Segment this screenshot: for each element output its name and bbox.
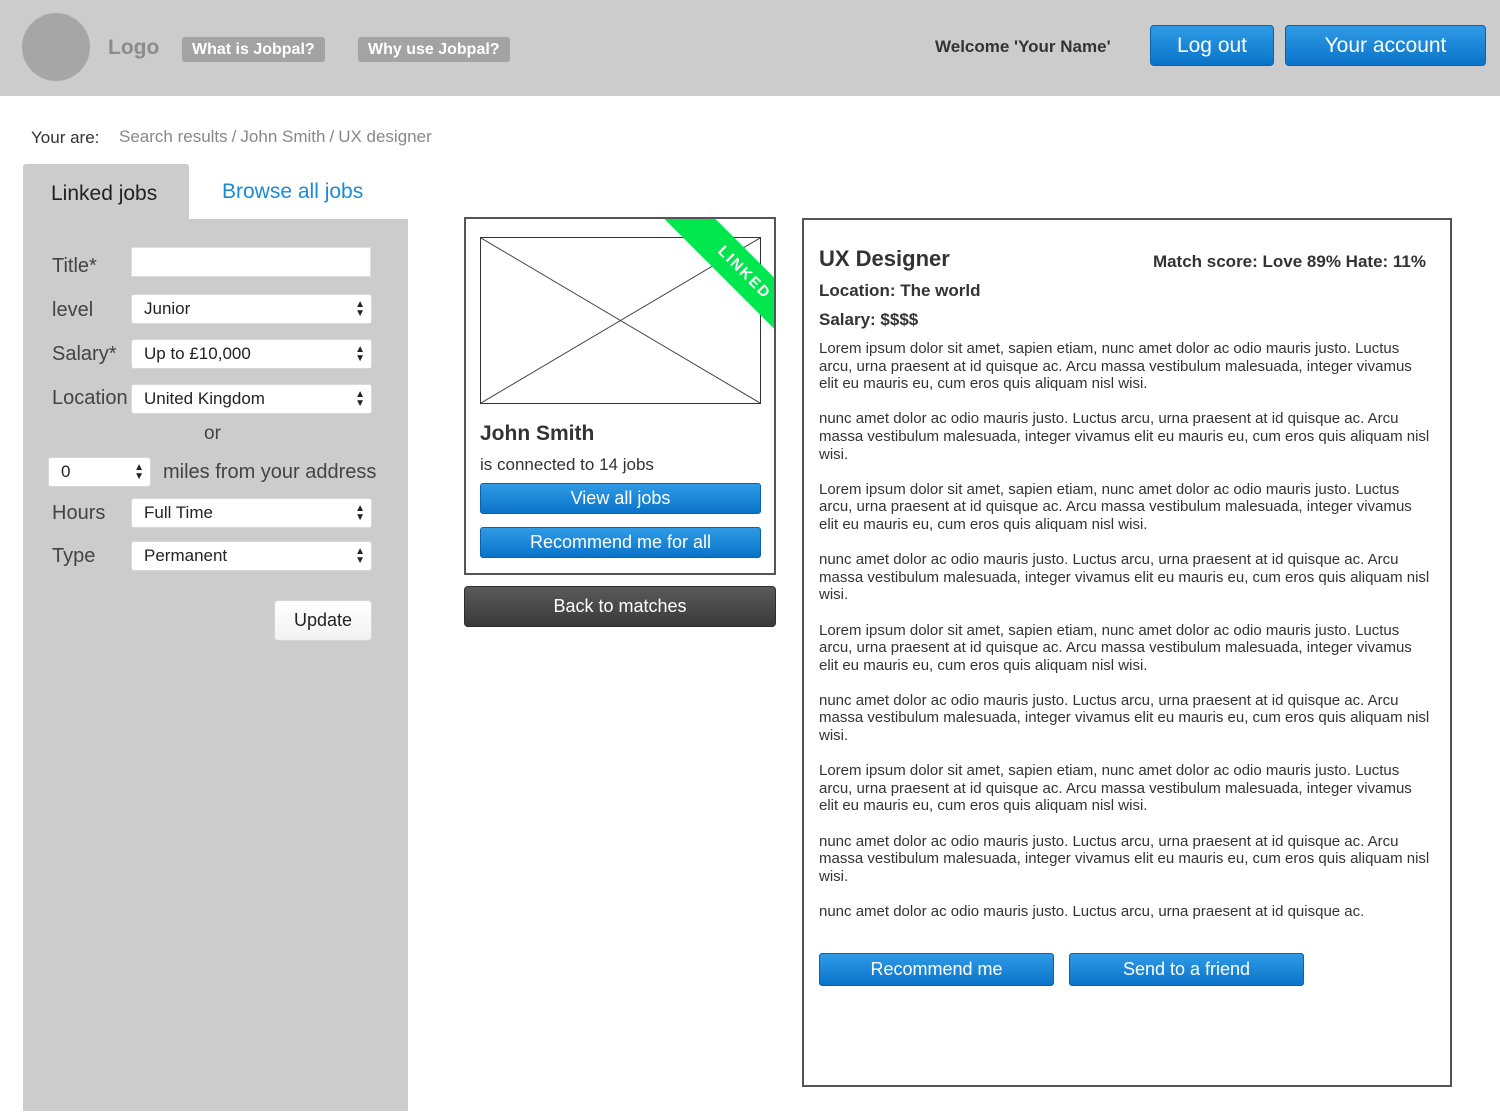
linked-ribbon (626, 217, 776, 371)
job-description (819, 340, 1434, 938)
linked-ribbon-label: LINKED (653, 217, 776, 364)
profile-connection-count: is connected to 14 jobs (480, 455, 654, 474)
site-logo[interactable]: Logo (108, 36, 160, 59)
job-description-paragraph: nunc amet dolor ac odio mauris justo. Luctus arcu, urna praesent at id quisque ac. Arcu massa vestibulum malesuada, integer vivamus elit eu mauris eu, cum eros quis aliquam nisl wisi. (819, 410, 1430, 463)
update-button[interactable]: Update (274, 600, 372, 641)
location-label: Location (52, 387, 128, 409)
job-description-paragraph: Lorem ipsum dolor sit amet, sapien etiam, nunc amet dolor ac odio mauris justo. Luctus arcu, urna praesent at id quisque ac. Arcu massa vestibulum malesuada, integer vivamus elit eu mauris eu, cum eros quis aliquam nisl wisi. (819, 621, 1412, 674)
top-header (0, 0, 1500, 96)
type-select[interactable] (131, 541, 372, 571)
breadcrumb-ux-designer: UX designer (338, 127, 432, 146)
miles-label: miles from your address (163, 461, 377, 483)
job-description-paragraph: Lorem ipsum dolor sit amet, sapien etiam, nunc amet dolor ac odio mauris justo. Luctus arcu, urna praesent at id quisque ac. Arcu massa vestibulum malesuada, integer vivamus elit eu mauris eu, cum eros quis aliquam nisl wisi. (819, 340, 1412, 393)
job-salary: Salary: $$$$ (819, 310, 919, 329)
select-arrows-icon: ▲ ▼ (355, 503, 365, 523)
job-description-paragraph: nunc amet dolor ac odio mauris justo. Luctus arcu, urna praesent at id quisque ac. Arcu massa vestibulum malesuada, integer vivamus elit eu mauris eu, cum eros quis aliquam nisl wisi. (819, 691, 1430, 745)
job-title: UX Designer (819, 246, 950, 271)
hours-select[interactable] (131, 498, 372, 528)
salary-select[interactable] (131, 339, 372, 369)
send-to-friend-button[interactable]: Send to a friend (1069, 953, 1304, 986)
logout-button[interactable]: Log out (1150, 25, 1274, 66)
your-account-button[interactable]: Your account (1285, 25, 1486, 66)
select-arrows-icon: ▲ ▼ (355, 546, 365, 566)
level-select-value: Junior (144, 299, 191, 318)
nav-what-is-jobpal[interactable]: What is Jobpal? (182, 37, 325, 62)
welcome-message: Welcome 'Your Name' (935, 37, 1111, 56)
job-detail-panel (802, 218, 1452, 1087)
title-label: Title* (52, 255, 97, 277)
select-arrows-icon: ▲ ▼ (134, 462, 144, 482)
or-separator: or (204, 423, 221, 444)
profile-name: John Smith (480, 422, 595, 445)
type-label: Type (52, 545, 96, 567)
job-description-paragraph: nunc amet dolor ac odio mauris justo. Luctus arcu, urna praesent at id quisque ac. Arcu massa vestibulum malesuada, integer vivamus elit eu mauris eu, cum eros quis aliquam nisl wisi. (819, 832, 1430, 885)
location-select-value: United Kingdom (144, 389, 265, 408)
view-all-jobs-button[interactable]: View all jobs (480, 483, 761, 514)
salary-label: Salary* (52, 343, 117, 365)
recommend-me-for-all-button[interactable]: Recommend me for all (480, 527, 761, 558)
select-arrows-icon: ▲ ▼ (355, 389, 365, 409)
breadcrumb (119, 127, 432, 147)
tab-linked-jobs[interactable]: Linked jobs (23, 164, 189, 220)
recommend-me-button[interactable]: Recommend me (819, 953, 1054, 986)
nav-why-use-jobpal[interactable]: Why use Jobpal? (358, 37, 510, 62)
user-avatar[interactable] (22, 13, 90, 81)
breadcrumb-separator: / (231, 127, 237, 146)
salary-select-value: Up to £10,000 (144, 344, 251, 363)
breadcrumb-search-results[interactable]: Search results (119, 127, 228, 146)
job-location: Location: The world (819, 281, 981, 300)
select-arrows-icon: ▲ ▼ (355, 299, 365, 319)
match-score: Match score: Love 89% Hate: 11% (1152, 252, 1426, 271)
level-label: level (52, 299, 94, 321)
level-select[interactable] (131, 294, 372, 324)
miles-select-value: 0 (61, 462, 71, 481)
select-arrows-icon: ▲ ▼ (355, 344, 365, 364)
title-input[interactable] (131, 247, 371, 277)
breadcrumb-john-smith[interactable]: John Smith (240, 127, 326, 146)
breadcrumb-separator: / (329, 127, 335, 146)
job-description-paragraph: Lorem ipsum dolor sit amet, sapien etiam, nunc amet dolor ac odio mauris justo. Luctus arcu, urna praesent at id quisque ac. Arcu massa vestibulum malesuada, integer vivamus elit eu mauris eu, cum eros quis aliquam nisl wisi. (819, 762, 1412, 815)
hours-label: Hours (52, 502, 106, 524)
job-description-paragraph: nunc amet dolor ac odio mauris justo. Luctus arcu, urna praesent at id quisque ac. Arcu massa vestibulum malesuada, integer vivamus elit eu mauris eu, cum eros quis aliquam nisl wisi. (819, 551, 1430, 604)
type-select-value: Permanent (144, 546, 228, 565)
breadcrumb-label: Your are: (31, 128, 100, 147)
location-select[interactable] (131, 384, 372, 414)
job-description-paragraph: Lorem ipsum dolor sit amet, sapien etiam, nunc amet dolor ac odio mauris justo. Luctus arcu, urna praesent at id quisque ac. Arcu massa vestibulum malesuada, integer vivamus elit eu mauris eu, cum eros quis aliquam nisl wisi. (819, 480, 1412, 533)
back-to-matches-button[interactable]: Back to matches (464, 586, 776, 627)
hours-select-value: Full Time (144, 503, 213, 522)
miles-select[interactable] (48, 457, 151, 487)
profile-card (464, 217, 776, 575)
tab-browse-all-jobs[interactable]: Browse all jobs (222, 180, 364, 203)
job-description-paragraph: nunc amet dolor ac odio mauris justo. Luctus arcu, urna praesent at id quisque ac. (819, 903, 1365, 920)
